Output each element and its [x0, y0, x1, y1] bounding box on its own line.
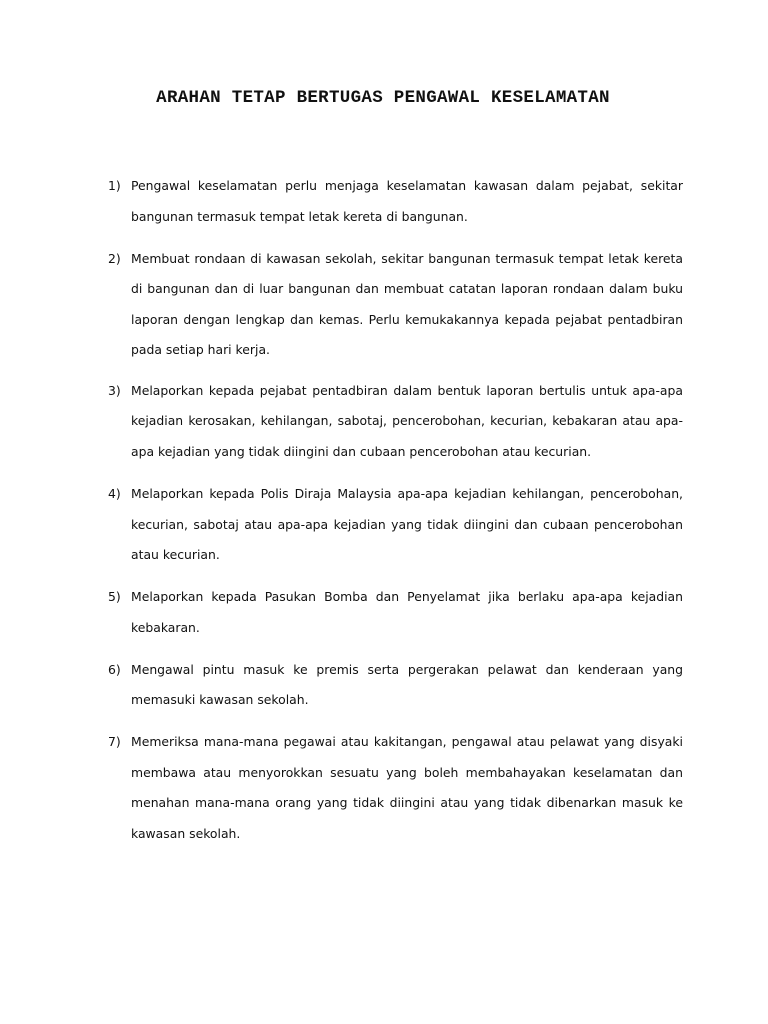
- item-number: 1): [108, 178, 121, 193]
- list-item: [108, 376, 683, 468]
- item-number: 2): [108, 250, 121, 266]
- item-text: Melaporkan kepada Pasukan Bomba dan Penyelamat jika berlaku apa-apa kejadian kebakaran.: [131, 589, 683, 635]
- item-text: Pengawal keselamatan perlu menjaga keselamatan kawasan dalam pejabat, sekitar bangunan termasuk tempat letak kereta di bangunan.: [131, 178, 683, 224]
- item-number: 6): [108, 661, 121, 677]
- item-text: Membuat rondaan di kawasan sekolah, sekitar bangunan termasuk tempat letak kereta di bangunan dan di luar bangunan dan membuat catatan laporan rondaan dalam buku laporan dengan lengkap dan kemas. Perlu kemukakannya kepada pejabat pentadbiran pada setiap hari kerja.: [131, 250, 683, 357]
- list-item: [108, 727, 683, 849]
- item-text: Mengawal pintu masuk ke premis serta pergerakan pelawat dan kenderaan yang memasuki kawasan sekolah.: [131, 661, 683, 707]
- list-item: [108, 171, 683, 232]
- item-number: 3): [108, 382, 121, 398]
- list-item: [108, 655, 683, 716]
- item-text: Melaporkan kepada Polis Diraja Malaysia apa-apa kejadian kehilangan, pencerobohan, kecurian, sabotaj atau apa-apa kejadian yang tidak diingini dan cubaan pencerobohan atau kecurian.: [131, 486, 683, 562]
- item-number: 5): [108, 589, 121, 604]
- list-item: [108, 582, 683, 643]
- page-title-text: ARAHAN TETAP BERTUGAS PENGAWAL KESELAMATAN: [156, 88, 610, 108]
- item-number: 7): [108, 734, 121, 749]
- item-text: Memeriksa mana-mana pegawai atau kakitangan, pengawal atau pelawat yang disyaki membawa atau menyorokkan sesuatu yang boleh membahayakan keselamatan dan menahan mana-mana orang yang tidak diingini atau yang tidak dibenarkan masuk ke kawasan sekolah.: [131, 734, 683, 841]
- page-title: [0, 88, 768, 108]
- duty-list: [108, 171, 683, 861]
- list-item: [108, 244, 683, 366]
- list-item: [108, 479, 683, 571]
- item-number: 4): [108, 486, 121, 501]
- item-text: Melaporkan kepada pejabat pentadbiran dalam bentuk laporan bertulis untuk apa-apa kejadian kerosakan, kehilangan, sabotaj, pencerobohan, kecurian, kebakaran atau apa-apa kejadian yang tidak diingini dan cubaan pencerobohan atau kecurian.: [131, 382, 683, 459]
